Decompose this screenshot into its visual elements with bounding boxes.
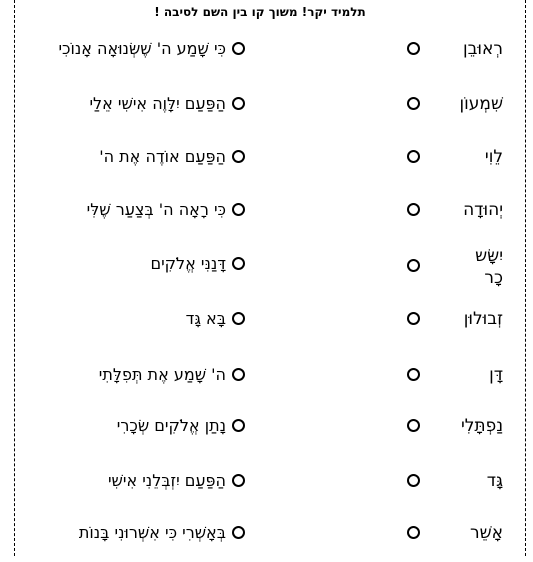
name-reason: ה' שָׁמַע אֶת תְּפִלָּתִי [98,365,226,384]
reason-connector-dot[interactable] [232,203,245,216]
tribe-name: יִשָּׂשכָר [475,246,503,288]
reason-connector-dot[interactable] [232,526,245,539]
reason-connector-dot[interactable] [232,312,245,325]
matching-row [0,470,533,510]
reason-connector-dot[interactable] [232,419,245,432]
reason-connector-dot[interactable] [232,257,245,270]
name-connector-dot[interactable] [407,259,420,272]
matching-row [0,38,533,78]
name-connector-dot[interactable] [407,312,420,325]
name-reason: דָּנַנִּי אֱלֹקִים [150,254,226,273]
name-reason: הַפַּעַם אוֹדֶה אֶת ה' [99,147,226,166]
name-connector-dot[interactable] [407,42,420,55]
matching-row [0,199,533,239]
name-reason: הַפַּעַם יִלָּוֶה אִישִׁי אֵלַי [89,94,226,113]
reason-connector-dot[interactable] [232,150,245,163]
tribe-name: נַפְתָּלִי [460,416,503,436]
tribe-name: אָשֵׁר [469,523,503,543]
matching-row [0,415,533,455]
tribe-name: יְהוּדָה [463,200,503,220]
matching-row [0,245,533,293]
name-connector-dot[interactable] [407,474,420,487]
name-connector-dot[interactable] [407,526,420,539]
reason-connector-dot[interactable] [232,368,245,381]
tribe-name: שִׁמְעוֹן [459,94,503,114]
matching-row [0,93,533,133]
tribe-name: לֵוִי [484,147,503,167]
tribe-name: זְבוּלוּן [463,309,503,329]
name-reason: נָתַן אֱלֹקִים שְׂכָרִי [116,416,226,435]
reason-connector-dot[interactable] [232,42,245,55]
name-connector-dot[interactable] [407,203,420,216]
name-reason: כִּי שָׁמַע ה' שֶׁשְּׂנוּאָה אָנוֹכִי [58,39,226,58]
matching-row [0,146,533,186]
name-reason: בָּא גָּד [185,309,226,328]
name-reason: בְּאָשְׁרִי כִּי אִשְּׁרוּנִי בָּנוֹת [78,523,226,542]
name-reason: הַפַּעַם יִזְבְּלֵנִי אִישִׁי [107,471,226,490]
name-connector-dot[interactable] [407,419,420,432]
name-connector-dot[interactable] [407,150,420,163]
tribe-name: גָּד [486,471,503,491]
matching-row [0,308,533,348]
matching-row [0,364,533,404]
reason-connector-dot[interactable] [232,474,245,487]
worksheet-instructions: תלמיד יקר! משוך קו בין השם לסיבה ! [154,5,366,19]
name-reason: כִּי רָאָה ה' בְּצַעַר שֶׁלִּי [86,200,226,219]
matching-row [0,522,533,562]
name-connector-dot[interactable] [407,97,420,110]
tribe-name: רְאוּבֵן [462,39,503,59]
name-connector-dot[interactable] [407,368,420,381]
reason-connector-dot[interactable] [232,97,245,110]
tribe-name: דָּן [489,365,503,385]
